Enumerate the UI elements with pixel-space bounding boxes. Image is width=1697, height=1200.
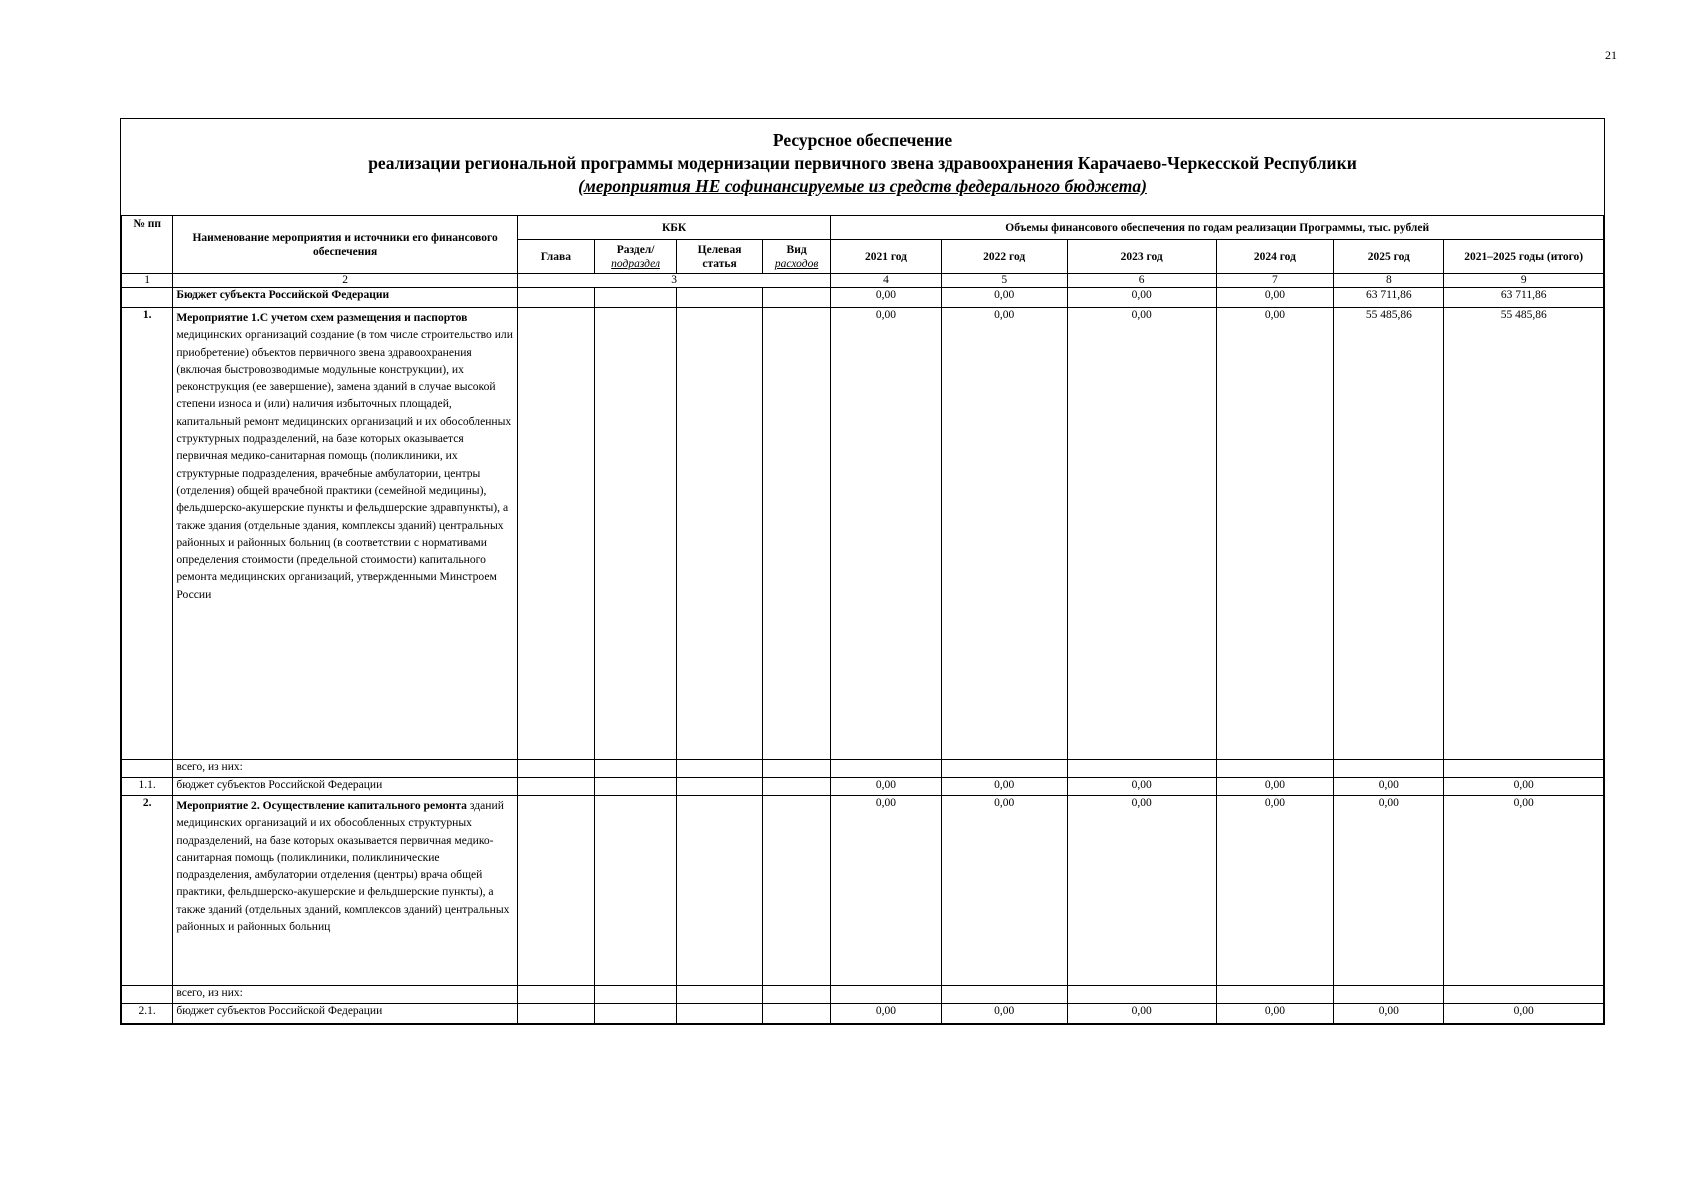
row-value-total: 0,00	[1444, 778, 1604, 796]
row-value-2024: 0,00	[1216, 1004, 1334, 1024]
table-row	[122, 796, 1604, 986]
row-value-2023: 0,00	[1067, 308, 1216, 760]
row-num: 2.1.	[122, 1004, 173, 1024]
row-value-2023: 0,00	[1067, 1004, 1216, 1024]
col-header-2023: 2023 год	[1067, 240, 1216, 274]
col-header-2025: 2025 год	[1334, 240, 1444, 274]
col-number: 6	[1067, 274, 1216, 288]
col-header-volumes: Объемы финансового обеспечения по годам реализации Программы, тыс. рублей	[831, 216, 1604, 240]
page-number: 21	[1605, 48, 1617, 62]
row-value-total: 55 485,86	[1444, 308, 1604, 760]
row-value-2022: 0,00	[941, 308, 1067, 760]
row-value-2021: 0,00	[831, 288, 941, 308]
col-number: 7	[1216, 274, 1334, 288]
table-row	[122, 986, 1604, 1004]
row-value-total: 0,00	[1444, 1004, 1604, 1024]
document-title: Ресурсное обеспечение	[772, 130, 953, 150]
resource-table	[121, 215, 1604, 1024]
table-row	[122, 760, 1604, 778]
col-header-vid	[762, 240, 831, 274]
row-value-2021: 0,00	[831, 778, 941, 796]
row-num	[122, 986, 173, 1004]
row-name-bold: Мероприятие 1.С учетом схем размещения и паспортов	[176, 311, 468, 324]
row-value-2025: 63 711,86	[1334, 288, 1444, 308]
row-value-2025: 0,00	[1334, 796, 1444, 986]
row-value-2025: 55 485,86	[1334, 308, 1444, 760]
row-value-2023: 0,00	[1067, 288, 1216, 308]
row-num	[122, 288, 173, 308]
column-number-row	[122, 274, 1604, 288]
col-number: 3	[517, 274, 831, 288]
col-header-num: № пп	[122, 216, 173, 274]
row-name: всего, из них:	[173, 760, 518, 778]
row-num: 1.	[122, 308, 173, 760]
table-row	[122, 778, 1604, 796]
row-value-2022: 0,00	[941, 778, 1067, 796]
row-value-total: 63 711,86	[1444, 288, 1604, 308]
col-header-vid-top: Вид	[786, 243, 807, 256]
col-header-vid-bottom: расходов	[774, 257, 819, 270]
row-value-2022: 0,00	[941, 796, 1067, 986]
col-number: 5	[941, 274, 1067, 288]
document-subtitle: (мероприятия НЕ софинансируемые из средств федерального бюджета)	[578, 176, 1147, 196]
col-header-name: Наименование мероприятия и источники его финансового обеспечения	[173, 216, 518, 274]
row-value-2022: 0,00	[941, 1004, 1067, 1024]
row-value-2025: 0,00	[1334, 778, 1444, 796]
row-name	[173, 796, 518, 986]
col-number: 2	[173, 274, 518, 288]
table-row	[122, 288, 1604, 308]
row-value-2025: 0,00	[1334, 1004, 1444, 1024]
row-value-total: 0,00	[1444, 796, 1604, 986]
row-value-2021: 0,00	[831, 1004, 941, 1024]
row-value-2021: 0,00	[831, 796, 941, 986]
col-header-razdel-top: Раздел/	[616, 243, 655, 256]
row-value-2022: 0,00	[941, 288, 1067, 308]
row-value-2024: 0,00	[1216, 778, 1334, 796]
col-header-2022: 2022 год	[941, 240, 1067, 274]
row-num	[122, 760, 173, 778]
row-value-2024: 0,00	[1216, 308, 1334, 760]
row-name: бюджет субъектов Российской Федерации	[173, 1004, 518, 1024]
row-value-2023: 0,00	[1067, 796, 1216, 986]
row-name-bold: Мероприятие 2. Осуществление капитального ремонта	[176, 799, 467, 812]
document-header	[121, 119, 1604, 215]
row-name: Бюджет субъекта Российской Федерации	[173, 288, 518, 308]
row-name: бюджет субъектов Российской Федерации	[173, 778, 518, 796]
row-name-rest: зданий медицинских организаций и их обособленных структурных подразделений, на базе которых оказывается первичная медико-санитарная помощь (поликлиники, поликлинические подразделения, амбулатории отделения (центры) врача общей практики, фельдшерско-акушерские и фельдшерские пункты), а также зданий (отдельных зданий, комплексов зданий) центральных районных и районных больниц	[176, 799, 510, 934]
row-name-rest: медицинских организаций создание (в том числе строительство или приобретение) объектов первичного звена здравоохранения (включая быстровозводимые модульные конструкции), их реконструкция (ее завершение), замена зданий в случае высокой степени износа и (или) наличия избыточных площадей, капитальный ремонт медицинских организаций и их обособленных структурных подразделений, на базе которых оказывается первичная медико-санитарная помощь (поликлиники, их структурные подразделения, врачебные амбулатории, центры (отделения) общей врачебной практики (семейной медицины), фельдшерско-акушерские пункты и фельдшерские здравпункты), а также здания (отдельные здания, комплексы зданий) центральных районных и районных больниц (в соответствии с нормативами определения стоимости (предельной стоимости) капитального ремонта медицинских организаций, утвержденными Минстроем России	[176, 328, 513, 601]
row-value-2023: 0,00	[1067, 778, 1216, 796]
col-number: 1	[122, 274, 173, 288]
col-number: 8	[1334, 274, 1444, 288]
col-number: 9	[1444, 274, 1604, 288]
col-header-total: 2021–2025 годы (итого)	[1444, 240, 1604, 274]
col-number: 4	[831, 274, 941, 288]
row-num: 2.	[122, 796, 173, 986]
col-header-celevaya: Целевая статья	[677, 240, 763, 274]
row-num: 1.1.	[122, 778, 173, 796]
row-value-2021: 0,00	[831, 308, 941, 760]
col-header-razdel-bottom: подраздел	[611, 257, 660, 270]
col-header-2024: 2024 год	[1216, 240, 1334, 274]
col-header-kbk: КБК	[517, 216, 831, 240]
col-header-2021: 2021 год	[831, 240, 941, 274]
row-name: всего, из них:	[173, 986, 518, 1004]
col-header-razdel	[594, 240, 676, 274]
col-header-glava: Глава	[517, 240, 594, 274]
row-value-2024: 0,00	[1216, 796, 1334, 986]
document-title-line2: реализации региональной программы модернизации первичного звена здравоохранения Карачаево-Черкесской Республики	[368, 153, 1357, 173]
resource-table-frame	[120, 118, 1605, 1025]
row-value-2024: 0,00	[1216, 288, 1334, 308]
table-row	[122, 1004, 1604, 1024]
row-name	[173, 308, 518, 760]
table-row	[122, 308, 1604, 760]
